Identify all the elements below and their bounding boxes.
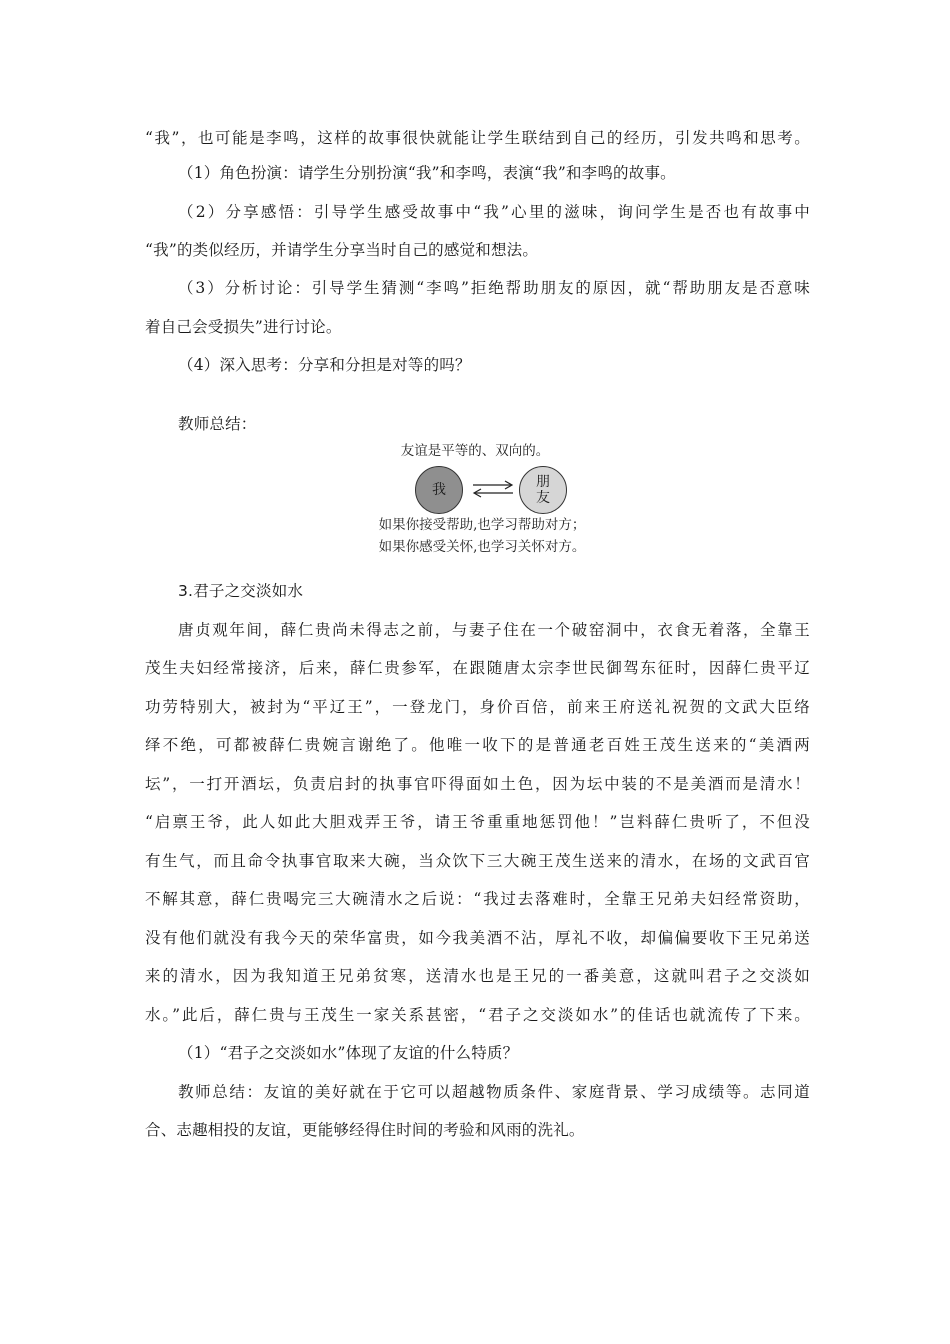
story-line-9: 没有他们就没有我今天的荣华富贵，如今我美酒不沾，厚礼不收，却偏偏要收下王兄弟送 bbox=[145, 929, 810, 947]
story-line-1: 唐贞观年间，薛仁贵尚未得志之前，与妻子住在一个破窑洞中，衣食无着落，全靠王 bbox=[178, 621, 810, 639]
story-line-7: 有生气，而且命令执事官取来大碗，当众饮下三大碗王茂生送来的清水，在场的文武百官 bbox=[145, 852, 810, 870]
story-line-8: 不解其意，薛仁贵喝完三大碗清水之后说：“我过去落难时，全靠王兄弟夫妇经常资助， bbox=[145, 890, 810, 908]
story-line-3: 功劳特别大，被封为“平辽王”，一登龙门，身价百倍，前来王府送礼祝贺的文武大臣络 bbox=[145, 698, 810, 716]
story-line-6: “启禀王爷，此人如此大胆戏弄王爷，请王爷重重地惩罚他！”岂料薛仁贵听了，不但没 bbox=[145, 813, 810, 831]
diagram-caption-top: 友谊是平等的、双向的。 bbox=[400, 443, 550, 459]
share-feelings-item-line-2: “我”的类似经历，并请学生分享当时自己的感觉和想法。 bbox=[145, 241, 539, 259]
story-line-5: 坛”，一打开酒坛，负责启封的执事官吓得面如土色，因为坛中装的不是美酒而是清水！ bbox=[145, 775, 810, 793]
circle-friend bbox=[519, 466, 567, 514]
circle-me bbox=[415, 466, 463, 514]
diagram-caption-bottom-2: 如果你感受关怀,也学习关怀对方。 bbox=[378, 539, 586, 555]
circle-friend-label-2: 友 bbox=[536, 490, 550, 506]
friendship-diagram bbox=[365, 440, 625, 560]
deep-thinking-item: （4）深入思考：分享和分担是对等的吗？ bbox=[178, 356, 471, 374]
story-line-2: 茂生夫妇经常接济，后来，薛仁贵参军，在跟随唐太宗李世民御驾东征时，因薛仁贵平辽 bbox=[145, 659, 810, 677]
discussion-item-line-2: 着自己会受损失”进行讨论。 bbox=[145, 318, 342, 336]
role-play-item: （1）角色扮演：请学生分别扮演“我”和李鸣，表演“我”和李鸣的故事。 bbox=[178, 164, 676, 182]
story-line-4: 绎不绝，可都被薛仁贵婉言谢绝了。他唯一收下的是普通老百姓王茂生送来的“美酒两 bbox=[145, 736, 810, 754]
teacher-summary-line-2: 合、志趣相投的友谊，更能够经得住时间的考验和风雨的洗礼。 bbox=[145, 1121, 585, 1139]
circle-friend-label-1: 朋 bbox=[536, 474, 550, 490]
teacher-summary-line-1: 教师总结：友谊的美好就在于它可以超越物质条件、家庭背景、学习成绩等。志同道 bbox=[178, 1083, 810, 1101]
discussion-item-line-1: （3）分析讨论：引导学生猜测“李鸣”拒绝帮助朋友的原因，就“帮助朋友是否意味 bbox=[178, 279, 810, 297]
story-line-10: 来的清水，因为我知道王兄弟贫寒，送清水也是王兄的一番美意，这就叫君子之交淡如 bbox=[145, 967, 810, 985]
paragraph-line-1: “我”，也可能是李鸣，这样的故事很快就能让学生联结到自己的经历，引发共鸣和思考。 bbox=[145, 129, 810, 147]
circle-me-label: 我 bbox=[432, 482, 446, 498]
section-3-question: （1）“君子之交淡如水”体现了友谊的什么特质？ bbox=[178, 1044, 519, 1062]
story-line-11: 水。”此后，薛仁贵与王茂生一家关系甚密，“君子之交淡如水”的佳话也就流传了下来。 bbox=[145, 1006, 810, 1024]
section-3-heading: 3.君子之交淡如水 bbox=[178, 582, 304, 600]
teacher-summary-label: 教师总结： bbox=[178, 415, 257, 433]
share-feelings-item-line-1: （2）分享感悟：引导学生感受故事中“我”心里的滋味，询问学生是否也有故事中 bbox=[178, 203, 810, 221]
diagram-caption-bottom-1: 如果你接受帮助,也学习帮助对方； bbox=[378, 517, 586, 533]
bidirectional-arrows-icon bbox=[471, 478, 515, 500]
